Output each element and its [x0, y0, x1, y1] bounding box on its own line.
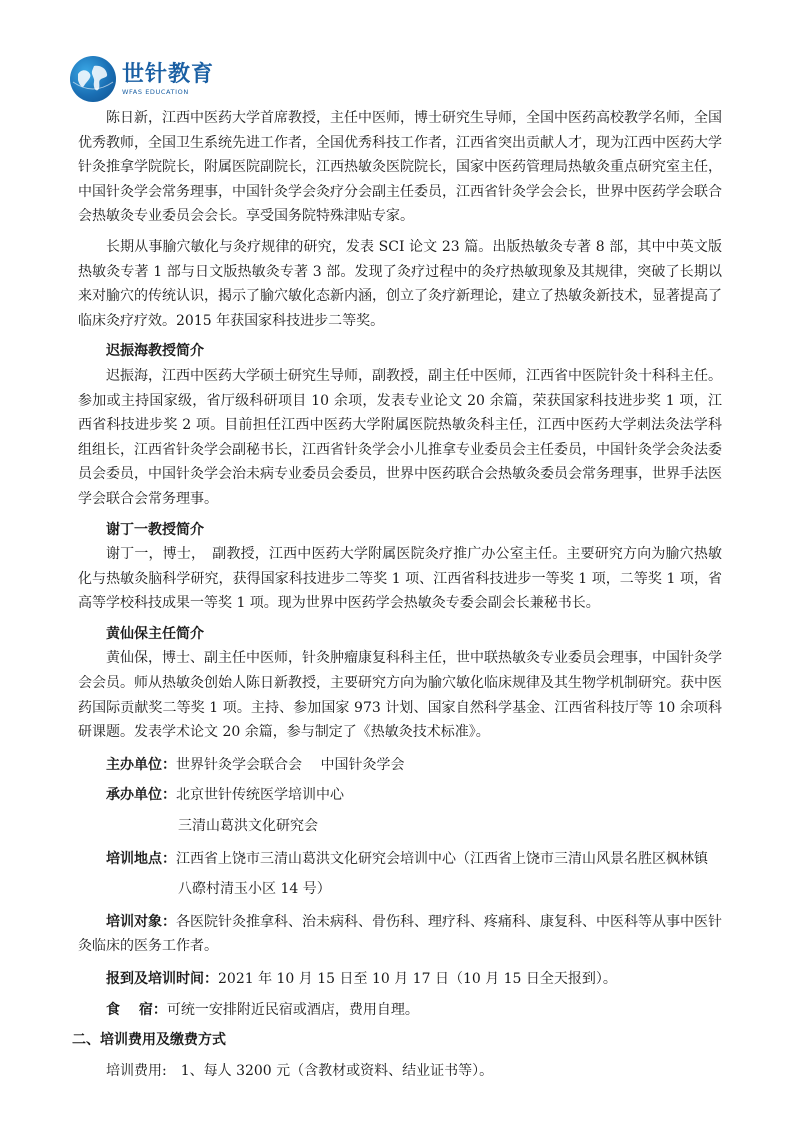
host-value: 世界针灸学会联合会 中国针灸学会 [176, 756, 405, 773]
chen-bio-paragraph-1: 陈日新，江西中医药大学首席教授，主任中医师，博士研究生导师，全国中医药高校教学名师，全国优秀教师，全国卫生系统先进工作者，全国优秀科技工作者，江西省突出贡献人才，现为江西中医药大学针灸推拿学院院长，附属医院副院长，江西热敏灸医院院长，国家中医药管理局热敏灸重点研究室主任，中国针灸学会常务理事，中国针灸学会灸疗分会副主任委员，江西省针灸学会会长，世界中医药学会联合会热敏灸专业委员会会长。享受国务院特殊津贴专家。 [78, 110, 722, 225]
logo [70, 56, 214, 102]
target-row [78, 910, 722, 959]
organizer-value-1: 北京世针传统医学培训中心 [176, 787, 344, 804]
time-value: 2021 年 10 月 15 日至 10 月 17 日（10 月 15 日全天报到）。 [218, 971, 617, 987]
time-label: 报到及培训时间： [106, 971, 218, 987]
host-label: 主办单位： [106, 756, 176, 773]
host-row [78, 753, 722, 778]
target-label: 培训对象： [106, 913, 176, 930]
organizer-row [78, 783, 722, 808]
organizer-value-2: 三清山葛洪文化研究会 [178, 818, 318, 835]
organizer-label: 承办单位： [106, 787, 176, 804]
lodging-row [78, 998, 722, 1023]
fee-label: 培训费用: [106, 1062, 167, 1079]
xie-bio-paragraph: 谢丁一，博士， 副教授，江西中医药大学附属医院灸疗推广办公室主任。主要研究方向为腧穴热敏化与热敏灸脑科学研究，获得国家科技进步二等奖 1 项、江西省科技进步一等奖 1 项，二等奖 1 项，省高等学校科技成果一等奖 1 项。现为世界中医药学会热敏灸专委会副会长兼秘书长。 [78, 546, 722, 612]
fee-value: 1、每人 3200 元（含教材或资料、结业证书等）。 [180, 1062, 494, 1079]
location-label: 培训地点： [106, 850, 176, 867]
chen-bio-paragraph-2: 长期从事腧穴敏化与灸疗规律的研究，发表 SCI 论文 23 篇。出版热敏灸专著 8 部，其中中英文版热敏灸专著 1 部与日文版热敏灸专著 3 部。发现了灸疗过程中的灸疗热敏现象及其规律，突破了长期以来对腧穴的传统认识，揭示了腧穴敏化态新内涵，创立了灸疗新理论，建立了热敏灸新技术，显著提高了临床灸疗疗效。2015 年获国家科技进步二等奖。 [78, 238, 722, 329]
xie-bio-heading: 谢丁一教授简介 [106, 521, 204, 538]
globe-icon [70, 56, 116, 102]
location-row [78, 847, 722, 872]
fee-row [78, 1059, 722, 1084]
target-value: 各医院针灸推拿科、治未病科、骨伤科、理疗科、疼痛科、康复科、中医科等从事中医针灸临床的医务工作者。 [78, 913, 722, 955]
huang-bio-paragraph: 黄仙保，博士、副主任中医师，针灸肿瘤康复科科主任，世中联热敏灸专业委员会理事，中国针灸学会会员。师从热敏灸创始人陈日新教授，主要研究方向为腧穴敏化临床规律及其生物学机制研究。获中医药国际贡献奖二等奖 1 项。主持、参加国家 973 计划、国家自然科学基金、江西省科技厅等 10 余项科研课题。发表学术论文 20 余篇，参与制定了《热敏灸技术标准》。 [78, 650, 722, 741]
lodging-value: 可统一安排附近民宿或酒店，费用自理。 [166, 1001, 419, 1018]
section-2-title: 二、培训费用及缴费方式 [72, 1032, 226, 1049]
huang-bio-heading: 黄仙保主任简介 [106, 625, 204, 642]
location-value-2: 八磜村清玉小区 14 号） [178, 881, 331, 898]
logo-name-en: WFAS EDUCATION [122, 87, 189, 96]
time-row [78, 967, 722, 992]
chi-bio-heading: 迟振海教授简介 [106, 343, 204, 360]
lodging-label: 食 宿： [106, 1001, 167, 1018]
chi-bio-paragraph: 迟振海，江西中医药大学硕士研究生导师，副教授，副主任中医师，江西省中医院针灸十科科主任。参加或主持国家级，省厅级科研项目 10 余项，发表专业论文 20 余篇，荣获国家科技进步奖 1 项，江西省科技进步奖 2 项。目前担任江西中医药大学附属医院热敏灸科主任，江西中医药大学刺法灸法学科组组长，江西省针灸学会副秘书长，江西省针灸学会小儿推拿专业委员会主任委员，中国针灸学会灸法委员会委员，中国针灸学会治未病专业委员会委员，世界中医药联合会热敏灸委员会常务理事，世界手法医学会联合会常务理事。 [78, 367, 722, 507]
location-value-1: 江西省上饶市三清山葛洪文化研究会培训中心（江西省上饶市三清山风景名胜区枫林镇 [176, 850, 708, 867]
logo-name-cn: 世针教育 [122, 61, 215, 87]
document-body [72, 106, 722, 1083]
